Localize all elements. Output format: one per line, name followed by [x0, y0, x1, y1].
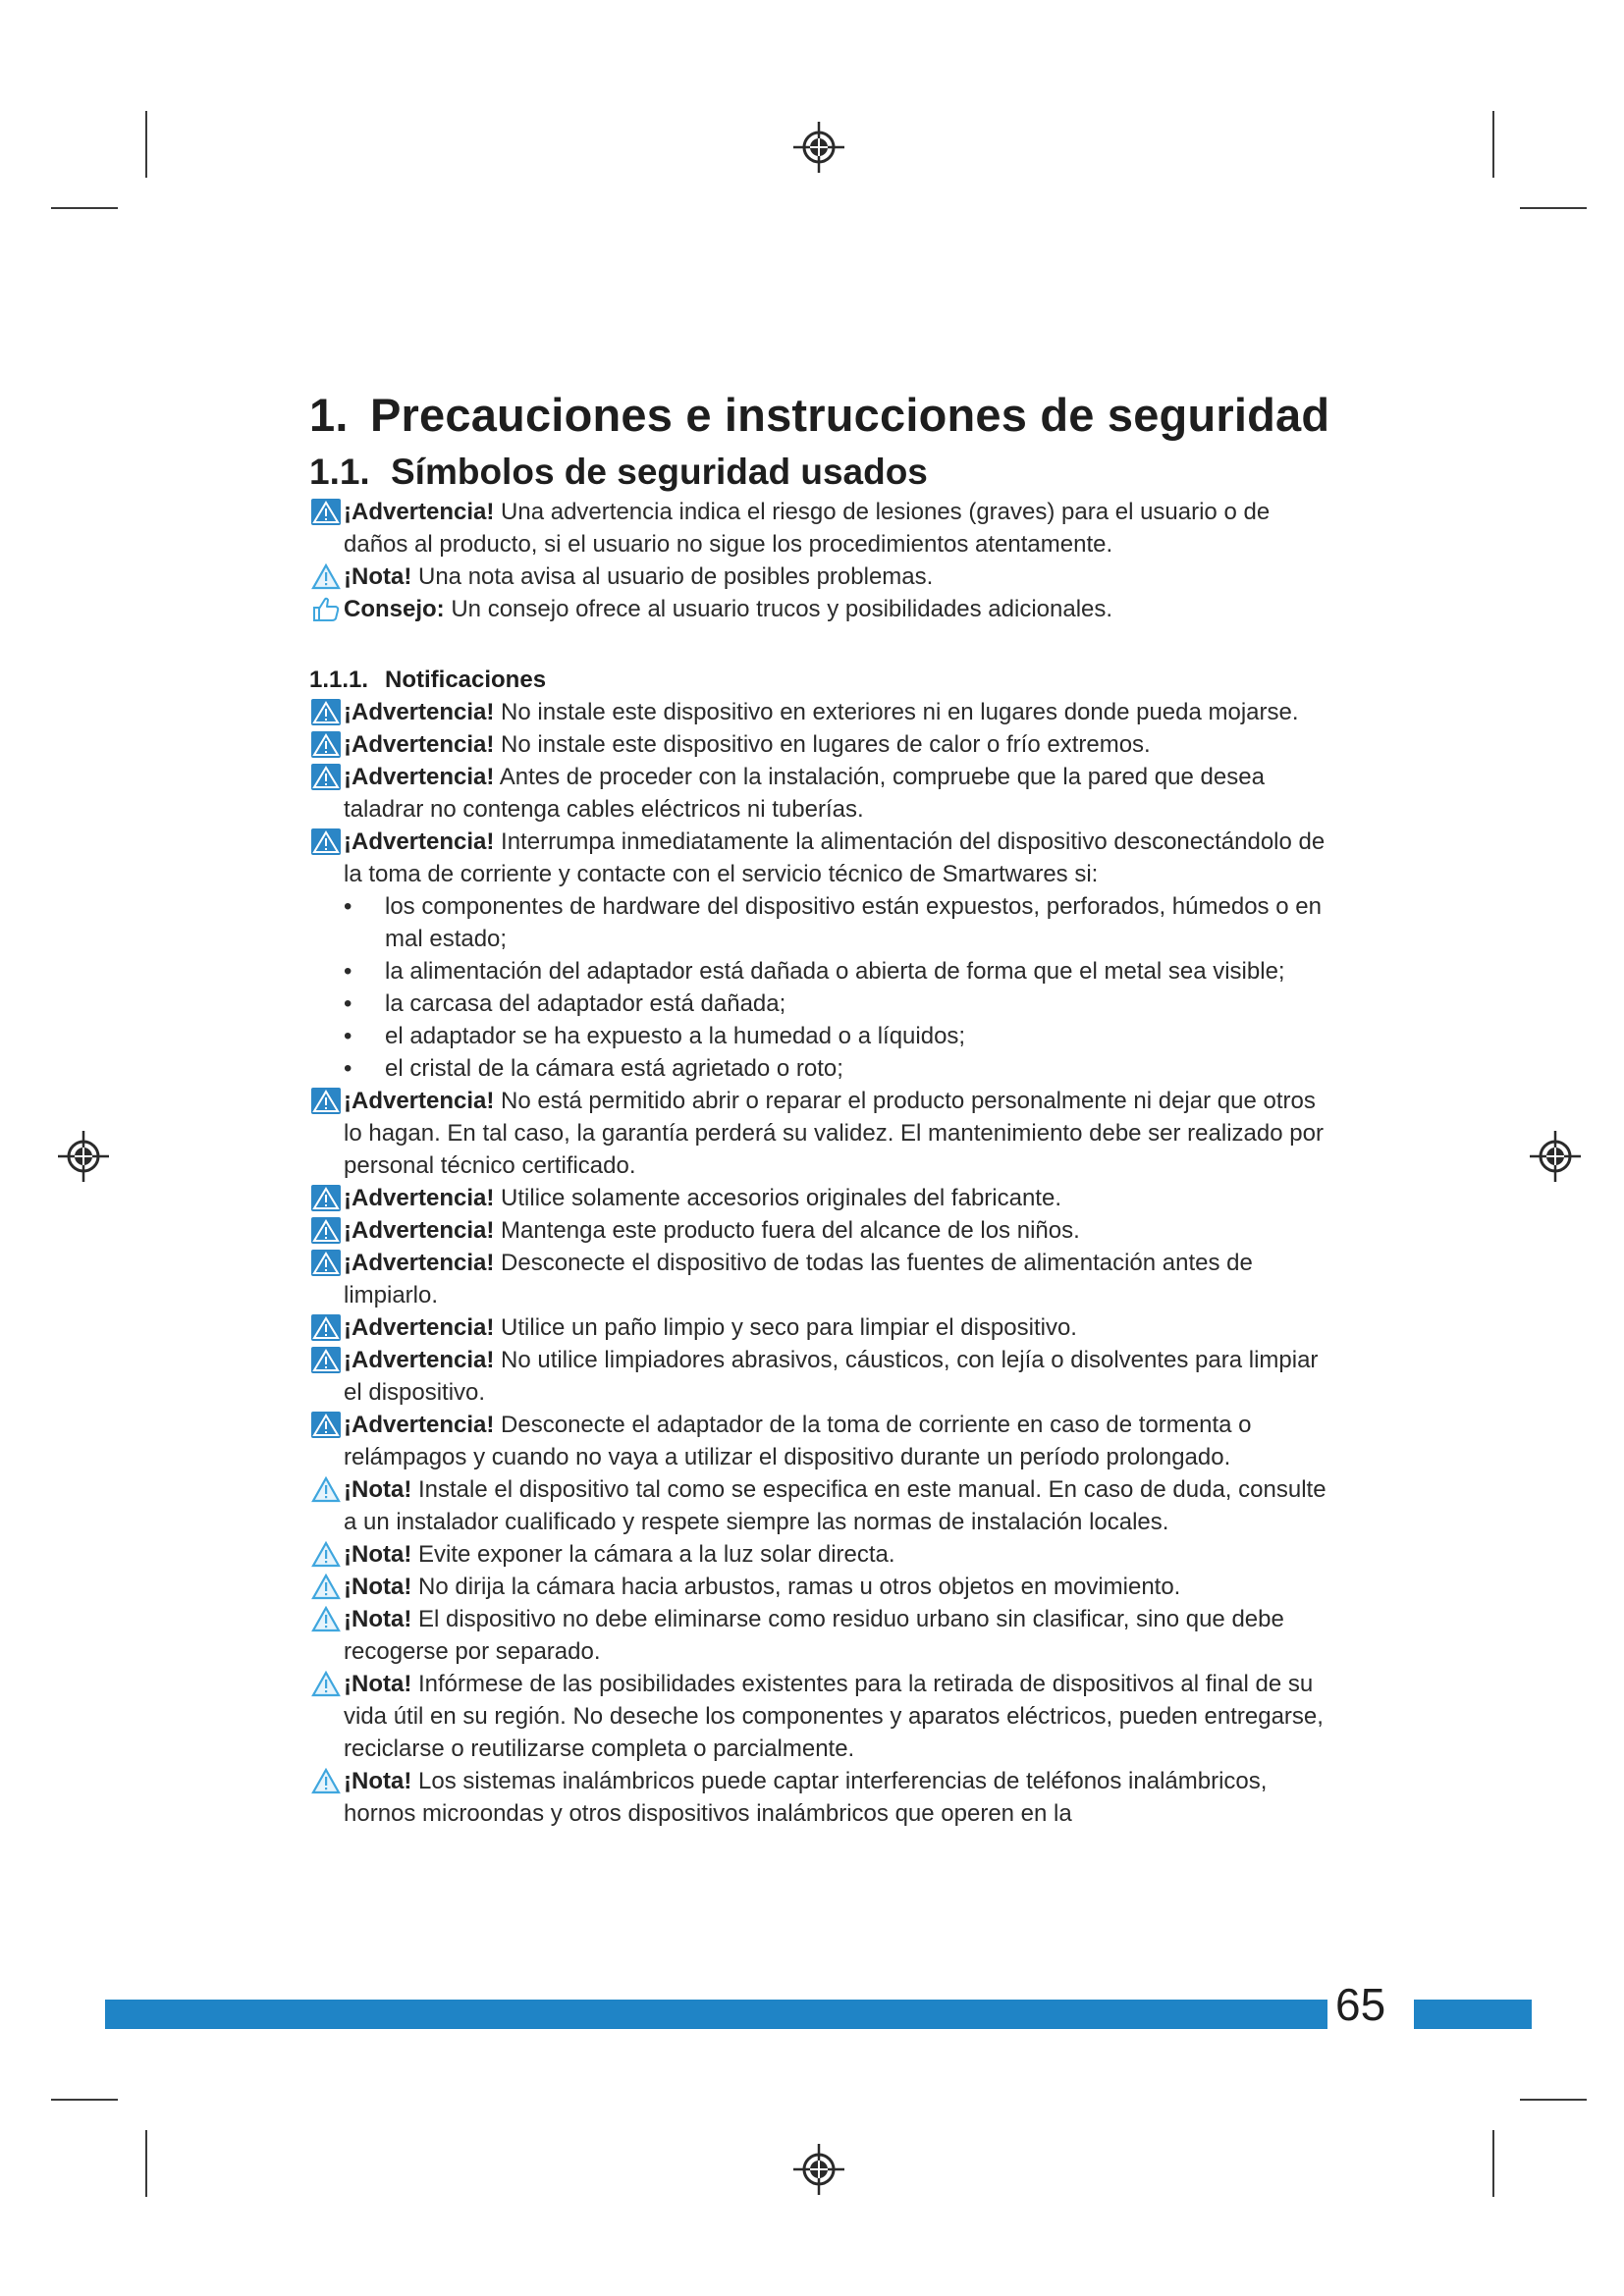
- crop-mark: [1492, 2130, 1494, 2197]
- registration-mark-icon: [791, 2142, 846, 2197]
- page-content: [309, 388, 1330, 1830]
- notice-text: Desconecte el dispositivo de todas las fuentes de alimentación antes de limpiarlo.: [344, 1250, 1253, 1308]
- note-icon: [311, 1476, 341, 1503]
- footer-bar-left: [105, 2000, 1327, 2029]
- notifications-list: [309, 696, 1330, 890]
- registration-mark-icon: [1528, 1129, 1583, 1184]
- notice-text: Los sistemas inalámbricos puede captar interferencias de teléfonos inalámbricos, hornos microondas y otros dispositivos inalámbricos que operen en la: [344, 1768, 1268, 1827]
- subsection-number: 1.1.1.: [309, 667, 369, 693]
- crop-mark: [1520, 207, 1587, 209]
- warning-icon: [311, 1217, 341, 1244]
- notice-text: Antes de proceder con la instalación, compruebe que la pared que desea taladrar no contenga cables eléctricos ni tuberías.: [344, 764, 1265, 823]
- notice-text: Instale el dispositivo tal como se especifica en este manual. En caso de duda, consulte a un instalador cualificado y respete siempre las normas de instalación locales.: [344, 1476, 1326, 1535]
- warning-icon: [311, 764, 341, 790]
- symbol-entry: [309, 561, 1330, 593]
- notice-text: El dispositivo no debe eliminarse como residuo urbano sin clasificar, sino que debe recogerse por separado.: [344, 1606, 1284, 1665]
- notice-entry: [309, 1538, 1330, 1571]
- notice-text: Mantenga este producto fuera del alcance de los niños.: [494, 1217, 1080, 1244]
- warning-icon: [311, 1250, 341, 1276]
- notice-entry: [309, 1085, 1330, 1182]
- list-item: • la alimentación del adaptador está dañada o abierta de forma que el metal sea visible;: [344, 955, 1330, 988]
- section-title: [309, 452, 1330, 493]
- crop-mark: [1492, 111, 1494, 178]
- conditions-list: [309, 890, 1330, 1085]
- notice-text: Utilice un paño limpio y seco para limpiar el dispositivo.: [494, 1314, 1077, 1341]
- notice-label: ¡Advertencia!: [344, 1347, 495, 1373]
- crop-mark: [145, 111, 147, 178]
- notice-text: Desconecte el adaptador de la toma de corriente en caso de tormenta o relámpagos y cuando no vaya a utilizar el dispositivo durante un período prolongado.: [344, 1412, 1252, 1470]
- note-icon: [311, 1606, 341, 1632]
- notice-label: ¡Advertencia!: [344, 1217, 495, 1244]
- list-item: • el cristal de la cámara está agrietado o roto;: [344, 1052, 1330, 1085]
- notice-entry: [309, 1668, 1330, 1765]
- crop-mark: [51, 2099, 118, 2101]
- note-icon: [311, 1768, 341, 1794]
- symbol-label: Consejo:: [344, 596, 445, 622]
- heading-number: 1.: [309, 389, 349, 441]
- notice-label: ¡Advertencia!: [344, 731, 495, 758]
- notice-text: No instale este dispositivo en exteriores ni en lugares donde pueda mojarse.: [494, 699, 1299, 725]
- notice-label: ¡Advertencia!: [344, 1314, 495, 1341]
- notice-label: ¡Nota!: [344, 1671, 412, 1697]
- crop-mark: [145, 2130, 147, 2197]
- notice-text: Utilice solamente accesorios originales del fabricante.: [494, 1185, 1061, 1211]
- note-icon: [311, 1574, 341, 1600]
- note-icon: [311, 1671, 341, 1697]
- notice-text: Evite exponer la cámara a la luz solar directa.: [411, 1541, 895, 1568]
- notice-label: ¡Advertencia!: [344, 1088, 495, 1114]
- warning-icon: [311, 1412, 341, 1438]
- notice-entry: [309, 826, 1330, 890]
- notice-label: ¡Advertencia!: [344, 764, 495, 790]
- warning-icon: [311, 828, 341, 855]
- symbols-list: [309, 496, 1330, 625]
- notice-entry: [309, 1344, 1330, 1409]
- notice-entry: [309, 1603, 1330, 1668]
- page-number: 65: [1335, 1979, 1386, 2030]
- subsection-title: [309, 667, 1330, 694]
- list-item: • los componentes de hardware del dispositivo están expuestos, perforados, húmedos o en mal estado;: [344, 890, 1330, 955]
- page-title: [309, 388, 1330, 442]
- notice-entry: [309, 761, 1330, 826]
- symbol-entry: [309, 593, 1330, 625]
- symbol-text: Una nota avisa al usuario de posibles problemas.: [411, 563, 934, 590]
- symbol-text: Un consejo ofrece al usuario trucos y posibilidades adicionales.: [444, 596, 1113, 622]
- list-item: • la carcasa del adaptador está dañada;: [344, 988, 1330, 1020]
- registration-mark-icon: [791, 120, 846, 175]
- warning-icon: [311, 731, 341, 758]
- notice-entry: [309, 696, 1330, 728]
- note-icon: [311, 1541, 341, 1568]
- heading-text: Precauciones e instrucciones de seguridad: [370, 389, 1330, 441]
- notice-text: No dirija la cámara hacia arbustos, ramas u otros objetos en movimiento.: [411, 1574, 1181, 1600]
- notice-label: ¡Advertencia!: [344, 699, 495, 725]
- notice-entry: [309, 1214, 1330, 1247]
- notice-text: Interrumpa inmediatamente la alimentación del dispositivo desconectándolo de la toma de corriente y contacte con el servicio técnico de Smartwares si:: [344, 828, 1326, 887]
- notice-label: ¡Advertencia!: [344, 828, 495, 855]
- notice-entry: [309, 1571, 1330, 1603]
- notice-label: ¡Nota!: [344, 1541, 412, 1568]
- notice-entry: [309, 1765, 1330, 1830]
- notice-entry: [309, 1182, 1330, 1214]
- warning-icon: [311, 1185, 341, 1211]
- crop-mark: [1520, 2099, 1587, 2101]
- notice-label: ¡Advertencia!: [344, 1250, 495, 1276]
- notice-label: ¡Nota!: [344, 1768, 412, 1794]
- notice-text: No instale este dispositivo en lugares de calor o frío extremos.: [494, 731, 1151, 758]
- section-text: Símbolos de seguridad usados: [391, 452, 928, 492]
- symbol-label: ¡Advertencia!: [344, 499, 495, 525]
- warning-icon: [311, 699, 341, 725]
- symbol-text: Una advertencia indica el riesgo de lesiones (graves) para el usuario o de daños al producto, si el usuario no sigue los procedimientos atentamente.: [344, 499, 1271, 558]
- symbol-label: ¡Nota!: [344, 563, 412, 590]
- warning-icon: [311, 1314, 341, 1341]
- notice-label: ¡Nota!: [344, 1476, 412, 1503]
- footer-bar-right: [1414, 2000, 1532, 2029]
- notice-label: ¡Advertencia!: [344, 1412, 495, 1438]
- warning-icon: [311, 1347, 341, 1373]
- thumbs-up-icon: [311, 596, 341, 622]
- notice-label: ¡Nota!: [344, 1574, 412, 1600]
- section-number: 1.1.: [309, 452, 370, 492]
- notifications-list-continued: [309, 1085, 1330, 1830]
- crop-mark: [51, 207, 118, 209]
- notice-text: No está permitido abrir o reparar el producto personalmente ni dejar que otros lo hagan. En tal caso, la garantía perderá su validez. El mantenimiento debe ser realizado por personal técnico certificado.: [344, 1088, 1324, 1179]
- registration-mark-icon: [56, 1129, 111, 1184]
- list-item: • el adaptador se ha expuesto a la humedad o a líquidos;: [344, 1020, 1330, 1052]
- notice-entry: [309, 1247, 1330, 1311]
- note-icon: [311, 563, 341, 590]
- notice-label: ¡Advertencia!: [344, 1185, 495, 1211]
- symbol-entry: [309, 496, 1330, 561]
- subsection-text: Notificaciones: [385, 667, 547, 693]
- notice-entry: [309, 1311, 1330, 1344]
- warning-icon: [311, 1088, 341, 1114]
- notice-text: No utilice limpiadores abrasivos, cáusticos, con lejía o disolventes para limpiar el dispositivo.: [344, 1347, 1319, 1406]
- notice-text: Infórmese de las posibilidades existentes para la retirada de dispositivos al final de su vida útil en su región. No deseche los componentes y aparatos eléctricos, pueden entregarse, reciclarse o reutilizarse completa o parcialmente.: [344, 1671, 1324, 1762]
- notice-entry: [309, 1409, 1330, 1473]
- notice-label: ¡Nota!: [344, 1606, 412, 1632]
- warning-icon: [311, 499, 341, 525]
- notice-entry: [309, 1473, 1330, 1538]
- notice-entry: [309, 728, 1330, 761]
